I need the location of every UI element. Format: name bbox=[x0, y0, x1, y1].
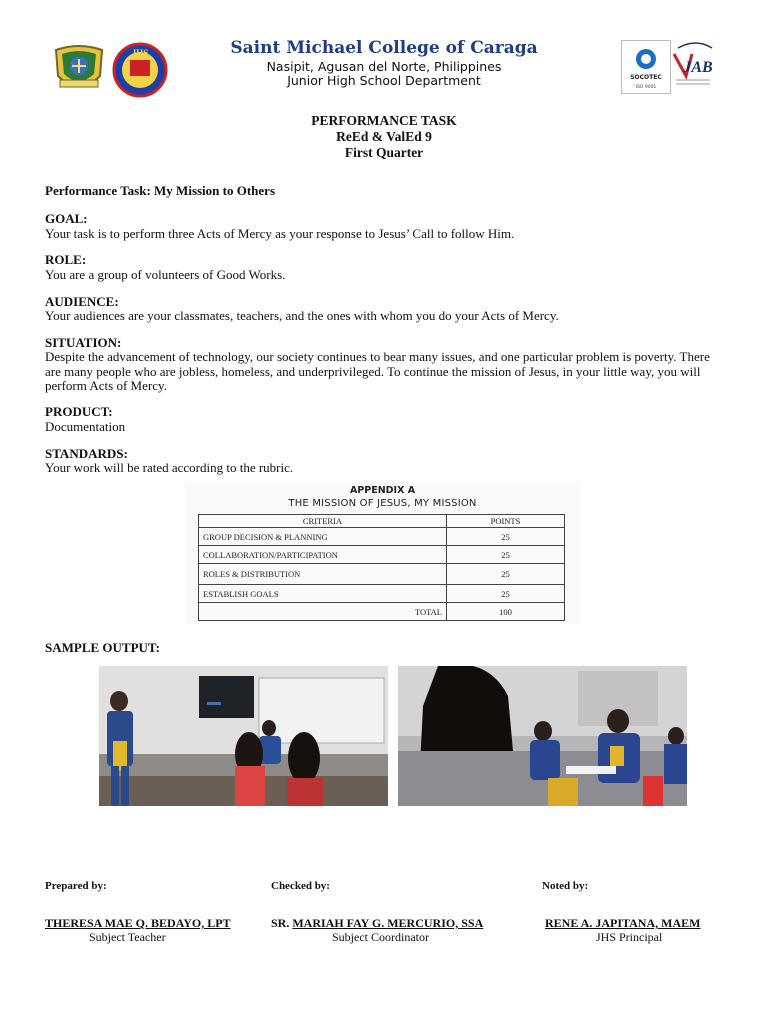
prepared-by-label: Prepared by: bbox=[45, 880, 107, 892]
rubric-col-points: POINTS bbox=[446, 515, 564, 528]
sample-photo-classroom bbox=[99, 666, 388, 806]
rubric-criteria: COLLABORATION/PARTICIPATION bbox=[199, 546, 447, 564]
checked-by-label: Checked by: bbox=[271, 880, 330, 892]
appendix-heading: APPENDIX A bbox=[349, 485, 416, 496]
school-address: Nasipit, Agusan del Norte, Philippines bbox=[266, 59, 502, 74]
checked-by-name-line bbox=[271, 916, 483, 931]
role-label: ROLE: bbox=[45, 252, 87, 267]
noted-by-label: Noted by: bbox=[542, 880, 589, 892]
audience-text: Your audiences are your classmates, teachers, and the ones with whom you do your Acts of Mercy. bbox=[45, 308, 559, 323]
rubric-table bbox=[198, 514, 565, 621]
table-row bbox=[199, 585, 565, 603]
table-row bbox=[199, 546, 565, 564]
rubric-criteria: GROUP DECISION & PLANNING bbox=[199, 528, 447, 546]
rubric-criteria: ESTABLISH GOALS bbox=[199, 585, 447, 603]
jhs-logo-text: JHS bbox=[131, 48, 149, 58]
rubric-appendix bbox=[185, 482, 580, 624]
checked-by-prefix: SR. bbox=[271, 916, 290, 930]
appendix-subheading: THE MISSION OF JESUS, MY MISSION bbox=[288, 498, 477, 509]
standards-label: STANDARDS: bbox=[45, 446, 128, 461]
rubric-points: 25 bbox=[446, 564, 564, 585]
standards-text: Your work will be rated according to the rubric. bbox=[45, 460, 294, 475]
school-department: Junior High School Department bbox=[287, 73, 481, 88]
rubric-points: 25 bbox=[446, 546, 564, 564]
product-text: Documentation bbox=[45, 419, 126, 434]
rubric-header-row bbox=[199, 515, 565, 528]
role-text: You are a group of volunteers of Good Works. bbox=[45, 267, 286, 282]
sample-output-label: SAMPLE OUTPUT: bbox=[45, 640, 160, 655]
prepared-by-name: THERESA MAE Q. BEDAYO, LPT bbox=[45, 916, 231, 930]
socotec-text: SOCOTEC bbox=[630, 74, 662, 81]
rubric-total-row bbox=[199, 603, 565, 621]
prepared-by-role: Subject Teacher bbox=[89, 930, 166, 944]
school-name: Saint Michael College of Caraga bbox=[230, 38, 538, 58]
goal-text: Your task is to perform three Acts of Mercy as your response to Jesus’ Call to follow Him. bbox=[45, 226, 515, 241]
jab-text: JAB bbox=[683, 59, 713, 76]
noted-by-role: JHS Principal bbox=[596, 930, 663, 944]
rubric-criteria: ROLES & DISTRIBUTION bbox=[199, 564, 447, 585]
table-row bbox=[199, 528, 565, 546]
rubric-col-criteria: CRITERIA bbox=[199, 515, 447, 528]
situation-text: Despite the advancement of technology, our society continues to bear many issues, and one particular problem is poverty. There are many people who are jobless, homeless, and underprivileged. To continue the mission of Jesus, in your little way, you will perform Acts of Mercy. bbox=[45, 349, 710, 393]
goal-label: GOAL: bbox=[45, 211, 88, 226]
rubric-points: 25 bbox=[446, 528, 564, 546]
task-title: Performance Task: My Mission to Others bbox=[45, 183, 276, 198]
jab-accreditation-logo bbox=[670, 40, 716, 92]
socotec-certification-logo bbox=[621, 40, 671, 94]
title-subject: ReEd & ValEd 9 bbox=[336, 129, 432, 144]
product-label: PRODUCT: bbox=[45, 404, 113, 419]
checked-by-role: Subject Coordinator bbox=[332, 930, 429, 944]
noted-by-name: RENE A. JAPITANA, MAEM bbox=[545, 916, 701, 930]
sample-photo-students bbox=[398, 666, 687, 806]
rubric-points: 25 bbox=[446, 585, 564, 603]
title-performance-task: PERFORMANCE TASK bbox=[311, 113, 457, 128]
table-row bbox=[199, 564, 565, 585]
checked-by-name: MARIAH FAY G. MERCURIO, SSA bbox=[292, 916, 484, 930]
title-quarter: First Quarter bbox=[344, 145, 424, 160]
rubric-total-points: 100 bbox=[446, 603, 564, 621]
iso-text: ISO 9001 bbox=[635, 85, 657, 90]
situation-label: SITUATION: bbox=[45, 335, 122, 350]
rubric-total-label: TOTAL bbox=[199, 603, 447, 621]
audience-label: AUDIENCE: bbox=[45, 294, 119, 309]
